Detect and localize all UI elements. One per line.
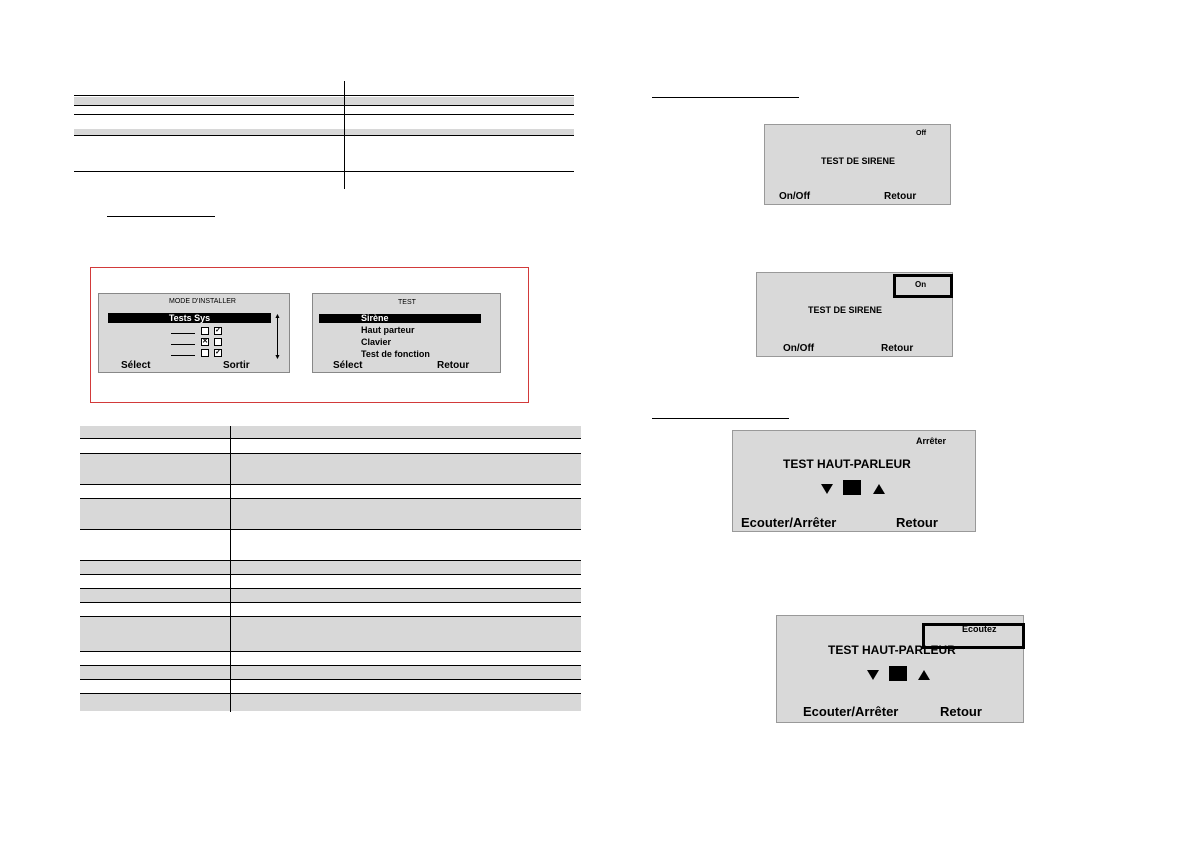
table-row xyxy=(80,575,581,589)
siren-test-on-screen xyxy=(756,272,953,357)
test-item-function[interactable]: Test de fonction xyxy=(361,349,430,359)
table-row xyxy=(80,680,581,694)
back-softkey[interactable]: Retour xyxy=(940,704,982,719)
checkbox-empty-icon xyxy=(214,338,222,346)
table-row xyxy=(80,617,581,652)
heading-underline xyxy=(652,418,789,419)
table-row xyxy=(80,426,581,439)
table-row xyxy=(80,454,581,485)
test-menu-highlight xyxy=(319,314,481,323)
table-row xyxy=(80,561,581,575)
heading-underline xyxy=(652,97,799,98)
checkbox-checked-icon: ✓ xyxy=(215,327,221,334)
back-softkey[interactable]: Retour xyxy=(884,191,917,202)
table-divider xyxy=(230,426,231,712)
test-item-speaker[interactable]: Haut parteur xyxy=(361,325,415,335)
speaker-status: Arrêter xyxy=(916,436,947,446)
heading-underline xyxy=(107,216,215,217)
menu-line xyxy=(171,344,195,345)
listen-stop-softkey[interactable]: Ecouter/Arrêter xyxy=(803,704,899,719)
scroll-up-icon: ▲ xyxy=(274,313,281,320)
checkbox-checked-icon: ✓ xyxy=(215,349,221,356)
menu-line xyxy=(171,333,195,334)
speaker-test-stop-screen xyxy=(732,430,976,532)
back-softkey[interactable]: Retour xyxy=(437,360,470,371)
speaker-test-title: TEST HAUT-PARLEUR xyxy=(828,643,956,657)
speaker-icon xyxy=(889,666,907,681)
checkbox-empty-icon xyxy=(201,327,209,335)
table-row xyxy=(80,603,581,617)
menu-line xyxy=(171,355,195,356)
checkbox-crossed-icon: ✕ xyxy=(202,338,208,345)
table-row xyxy=(80,589,581,603)
speaker-icon xyxy=(843,480,861,495)
on-off-softkey[interactable]: On/Off xyxy=(783,343,815,354)
installer-menu-screen xyxy=(98,293,290,373)
table-row xyxy=(74,137,574,172)
table-row xyxy=(80,485,581,499)
table-row xyxy=(80,530,581,561)
select-softkey[interactable]: Sélect xyxy=(333,360,363,371)
table-row xyxy=(74,129,574,136)
table-row xyxy=(80,499,581,530)
table-row xyxy=(74,81,574,96)
volume-down-icon xyxy=(821,484,833,494)
table-row xyxy=(80,694,581,711)
siren-test-off-screen xyxy=(764,124,951,205)
select-softkey[interactable]: Sélect xyxy=(121,360,151,371)
scroll-down-icon: ▼ xyxy=(274,354,281,361)
speaker-status: Ecoutez xyxy=(962,624,997,634)
on-off-softkey[interactable]: On/Off xyxy=(779,191,811,202)
back-softkey[interactable]: Retour xyxy=(881,343,914,354)
siren-test-title: TEST DE SIRENE xyxy=(821,156,896,166)
listen-stop-softkey[interactable]: Ecouter/Arrêter xyxy=(741,515,837,530)
volume-up-icon xyxy=(873,484,885,494)
back-softkey[interactable]: Retour xyxy=(896,515,938,530)
speaker-test-title: TEST HAUT-PARLEUR xyxy=(783,457,911,471)
test-menu-title: TEST xyxy=(398,299,416,306)
table-row xyxy=(80,439,581,454)
test-item-siren[interactable]: Sirène xyxy=(361,313,389,323)
table-row xyxy=(80,652,581,666)
siren-status: On xyxy=(915,280,927,289)
top-table xyxy=(74,81,574,189)
table-row xyxy=(74,107,574,115)
siren-status: Off xyxy=(916,130,927,137)
scroll-arrow-icon xyxy=(277,316,278,358)
menu-selected-item[interactable]: Tests Sys xyxy=(108,313,271,323)
table-row xyxy=(74,97,574,106)
table-row xyxy=(80,666,581,680)
table-divider xyxy=(344,81,345,189)
test-item-keypad[interactable]: Clavier xyxy=(361,337,392,347)
test-menu-screen xyxy=(312,293,501,373)
speaker-test-listen-screen xyxy=(776,615,1024,723)
exit-softkey[interactable]: Sortir xyxy=(223,360,250,371)
checkbox-empty-icon xyxy=(201,349,209,357)
lower-table xyxy=(80,426,581,712)
volume-down-icon xyxy=(867,670,879,680)
menu-title: MODE D'INSTALLER xyxy=(169,298,236,305)
volume-up-icon xyxy=(918,670,930,680)
siren-test-title: TEST DE SIRENE xyxy=(808,305,883,315)
